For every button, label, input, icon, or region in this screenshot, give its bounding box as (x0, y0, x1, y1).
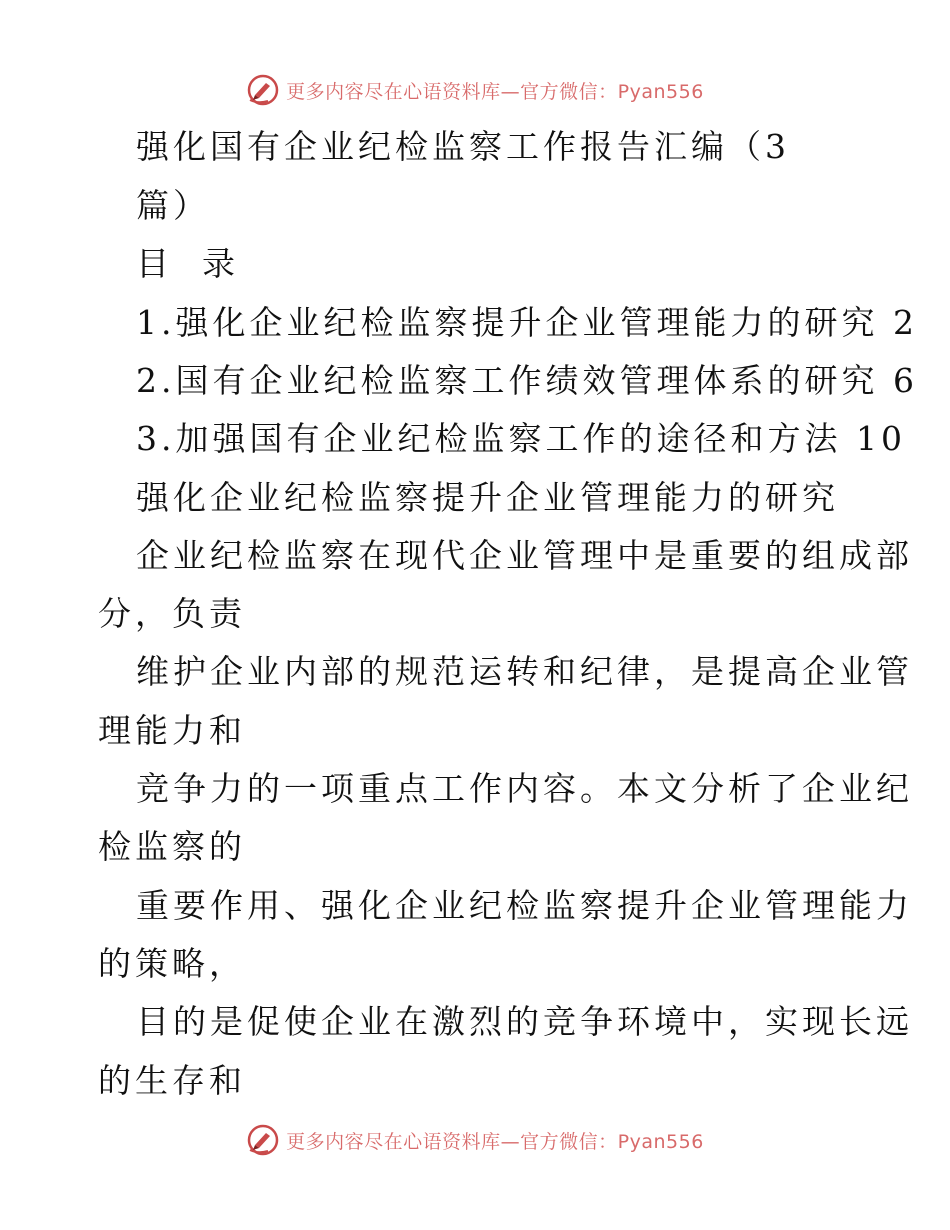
paragraph-line: 检监察的 (98, 827, 246, 866)
footer-watermark (0, 1120, 950, 1160)
toc-entry-text: 3.加强国有企业纪检监察工作的途径和方法 (136, 419, 842, 458)
toc-entry-page: 2 (893, 303, 918, 342)
toc-entry-text: 2.国有企业纪检监察工作绩效管理体系的研究 (136, 361, 879, 400)
toc-heading: 目 录 (136, 244, 239, 283)
section-title: 强化企业纪检监察提升企业管理能力的研究 (136, 478, 839, 517)
document-title-line-2: 篇） (136, 186, 210, 225)
paragraph-line: 目的是促使企业在激烈的竞争环境中，实现长远 (136, 1002, 913, 1041)
pen-logo-icon (246, 1123, 280, 1157)
toc-entry-1 (136, 303, 918, 343)
paragraph-line: 的策略， (98, 944, 246, 983)
paragraph-line: 的生存和 (98, 1061, 246, 1100)
toc-entry-page: 6 (893, 361, 918, 400)
paragraph-line: 竞争力的一项重点工作内容。本文分析了企业纪 (136, 769, 913, 808)
paragraph-line: 分，负责 (98, 594, 246, 633)
paragraph-line: 企业纪检监察在现代企业管理中是重要的组成部 (136, 536, 913, 575)
toc-entry-3 (136, 419, 906, 459)
watermark-text: 更多内容尽在心语资料库—官方微信：Pyan556 (286, 1130, 704, 1153)
toc-entry-2 (136, 361, 918, 401)
pen-logo-icon (246, 73, 280, 107)
header-watermark (0, 70, 950, 110)
toc-entry-page: 10 (856, 419, 906, 458)
paragraph-line: 理能力和 (98, 711, 246, 750)
paragraph-line: 重要作用、强化企业纪检监察提升企业管理能力 (136, 886, 913, 925)
watermark-text: 更多内容尽在心语资料库—官方微信：Pyan556 (286, 80, 704, 103)
paragraph-line: 维护企业内部的规范运转和纪律，是提高企业管 (136, 652, 913, 691)
toc-entry-text: 1.强化企业纪检监察提升企业管理能力的研究 (136, 303, 879, 342)
document-title-line-1: 强化国有企业纪检监察工作报告汇编（3 (136, 127, 790, 166)
